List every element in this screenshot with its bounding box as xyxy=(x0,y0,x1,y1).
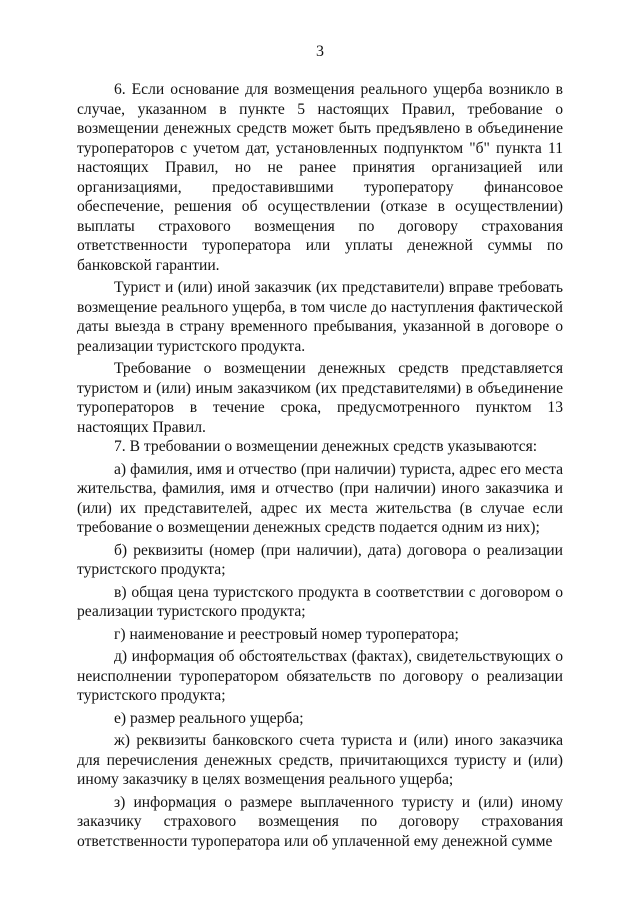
list-item-g: г) наименование и реестровый номер туроператора; xyxy=(114,625,459,643)
paragraph-claim-submission: Требование о возмещении денежных средств представляется туристом и (или) иным заказчиком (их представителями) в объединение туроператоров в течение срока, предусмотренного пунктом 13 настоящих Правил. xyxy=(77,360,563,436)
list-item-e: е) размер реального ущерба; xyxy=(114,709,304,727)
document-body xyxy=(77,80,563,851)
page-number: 3 xyxy=(316,43,324,60)
paragraph-7: 7. В требовании о возмещении денежных средств указываются: xyxy=(114,438,538,455)
list-item-a: а) фамилия, имя и отчество (при наличии) туриста, адрес его места жительства, фамилия, имя и отчество (при наличии) иного заказчика и (или) их представителей, адрес их места жительства (в случае если требование о возмещении денежных средств подается одним из них); xyxy=(77,460,563,536)
paragraph-tourist-rights: Турист и (или) иной заказчик (их представители) вправе требовать возмещение реального ущерба, в том числе до наступления фактической даты выезда в страну временного пребывания, указанной в договоре о реализации туристского продукта. xyxy=(77,279,563,355)
list-item-v: в) общая цена туристского продукта в соответствии с договором о реализации туристского продукта; xyxy=(77,583,563,620)
list-item-b: б) реквизиты (номер (при наличии), дата) договора о реализации туристского продукта; xyxy=(77,541,563,578)
list-item-z: з) информация о размере выплаченного туристу и (или) иному заказчику страхового возмещения по договору страхования ответственности туроператора или об уплаченной ему денежной сумме xyxy=(77,793,563,850)
list-item-zh: ж) реквизиты банковского счета туриста и (или) иного заказчика для перечисления денежных средств, причитающихся туристу и (или) иному заказчику в целях возмещения реального ущерба; xyxy=(77,732,563,788)
list-item-d: д) информация об обстоятельствах (фактах), свидетельствующих о неисполнении туроператором обязательств по договору о реализации туристского продукта; xyxy=(77,648,563,704)
paragraph-6: 6. Если основание для возмещения реального ущерба возникло в случае, указанном в пункте 5 настоящих Правил, требование о возмещении денежных средств может быть предъявлено в объединение туроператоров с учетом дат, установленных подпунктом "б" пункта 11 настоящих Правил, но не ранее принятия организацией или организациями, предоставившими туроператору финансовое обеспечение, решения об осуществлении (отказе в осуществлении) выплаты страхового возмещения по договору страхования ответственности туроператора или уплаты денежной суммы по банковской гарантии. xyxy=(77,81,563,274)
